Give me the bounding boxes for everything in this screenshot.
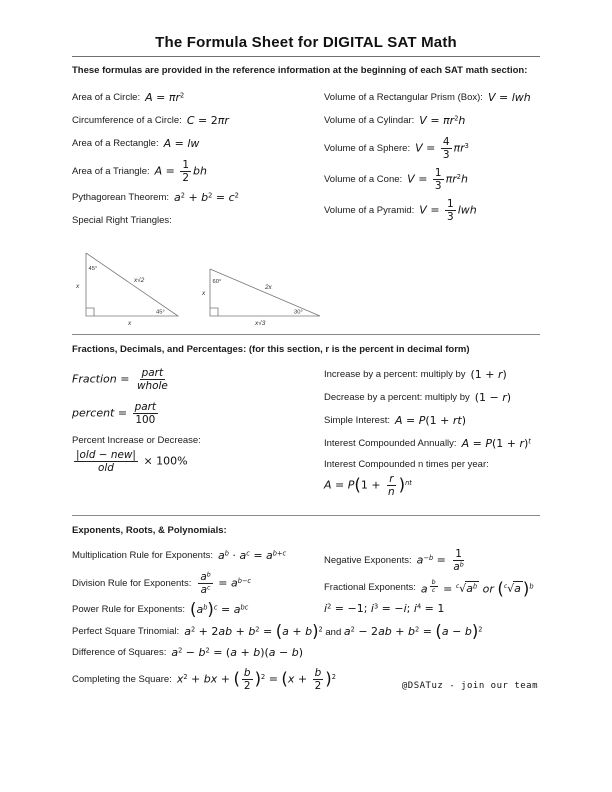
formula-label: Volume of a Rectangular Prism (Box): (324, 91, 483, 103)
formula-item-prism-volume (324, 90, 540, 104)
section-header-exponents: Exponents, Roots, & Polynomials: (72, 525, 227, 537)
formula-item-power-rule (72, 599, 324, 619)
formula-item-percent-change (72, 435, 324, 474)
formula-item-simple-interest (324, 413, 540, 427)
formula-item-cylinder-volume (324, 113, 540, 127)
formula-label: Negative Exponents: (324, 555, 412, 567)
formula-expression: (1 − r) (474, 390, 512, 404)
right-angle-mark (210, 308, 218, 316)
formula-expression: C = 2πr (186, 113, 229, 127)
formula-item-circle-area (72, 90, 324, 104)
triangle-outline (86, 253, 178, 316)
formula-label: Interest Compounded n times per year: (324, 459, 489, 471)
special-right-triangles-label (72, 213, 324, 227)
formula-label: Area of a Rectangle: (72, 137, 159, 149)
formula-item-difference-of-squares (72, 646, 540, 659)
formula-label: Area of a Triangle: (72, 166, 150, 178)
formula-item-imaginary-powers (324, 601, 540, 615)
exponents-right-column (324, 548, 540, 625)
triangle-30-60-90 (198, 262, 328, 326)
formula-expression: $x^2$ + bx + ( $\frac{b}{2}$ )$^2$ = (x + $\frac{b}{2}$ )$^2$ (176, 667, 336, 693)
formula-label: Decrease by a percent: multiply by (324, 391, 470, 403)
formula-item-circumference (72, 113, 324, 127)
formula-expression: V = lwh (487, 90, 531, 104)
formula-label: Special Right Triangles: (72, 214, 172, 226)
fractions-section (72, 367, 540, 507)
hypotenuse-label: x√2 (134, 277, 145, 285)
formula-expression: A = P(1 + rt) (395, 413, 467, 427)
side-label: x (202, 290, 206, 298)
title-divider (72, 56, 540, 57)
formula-expression: $a^b \cdot a^c = a^{b+c}$ (218, 548, 287, 562)
formula-item-sphere-volume (324, 136, 540, 161)
hypotenuse-label: 2x (265, 284, 272, 292)
section-divider (72, 515, 540, 516)
formula-label: Increase by a percent: multiply by (324, 368, 466, 380)
formula-item-increase-percent (324, 367, 540, 381)
formula-expression: V = $\frac{4}{3}$ $\pi r^3$ (415, 136, 469, 162)
formula-item-compound-annual (324, 436, 540, 450)
formula-expression: $a^{-b}$ = $\frac{1}{a^b}$ (416, 548, 464, 574)
side-label: x (76, 283, 80, 291)
formula-item-negative-exponents (324, 548, 540, 573)
formula-item-fractional-exponents (324, 579, 540, 599)
formula-label: Difference of Squares: (72, 647, 167, 659)
formula-item-rectangle-area (72, 136, 324, 150)
exponents-left-column (72, 548, 324, 625)
angle-label: 45° (88, 266, 98, 273)
formula-expression: $a^2 + 2ab + b^2 = (a + b)^2$ and $a^2 - 2ab + b^2 = (a - b)^2$ (184, 622, 483, 642)
formula-expression: a $^{\frac{b}{c}}$ = $^c√a^b$ or ($^c$√a )$^b$ (420, 579, 534, 599)
formula-item-fraction (72, 367, 324, 392)
formula-label: Circumference of a Circle: (72, 114, 182, 126)
formula-label: Simple Interest: (324, 414, 390, 426)
formula-label: Interest Compounded Annually: (324, 437, 457, 449)
formula-expression: $i^2 = -1$; $i^3 = -i$; $i^4 = 1$ (324, 601, 445, 615)
formula-label: Power Rule for Exponents: (72, 603, 186, 615)
formula-item-pythagorean (72, 190, 324, 204)
formula-expression: $V = \pi r^2h$ (419, 113, 466, 127)
watermark-handle: @DSATuz - join our team (401, 681, 538, 691)
formula-expression: A = lw (163, 136, 200, 150)
formula-expression: $(a^b)^c = a^{bc}$ (190, 599, 249, 619)
formula-expression: $a^2 + b^2 = c^2$ (174, 190, 239, 204)
formula-expression: $A = P(1 + r)^t$ (461, 436, 531, 450)
formula-label: Percent Increase or Decrease: (72, 435, 201, 447)
formula-item-triangle-area (72, 159, 324, 184)
triangle-45-45-90 (72, 248, 184, 326)
page-title: The Formula Sheet for DIGITAL SAT Math (155, 34, 457, 51)
fractions-right-column (324, 367, 540, 507)
side-label: x (128, 320, 132, 327)
formula-expression: A = $\frac{1}{2}$ bh (154, 159, 208, 185)
formula-label: Area of a Circle: (72, 91, 141, 103)
intro-text: These formulas are provided in the reference information at the beginning of each SAT math section: (72, 65, 528, 76)
reference-section (72, 90, 540, 236)
formula-expression: (1 + r) (470, 367, 507, 381)
formula-expression: V = $\frac{1}{3}$ $\pi r^2h$ (407, 167, 468, 193)
formula-label: Division Rule for Exponents: (72, 578, 192, 590)
formula-label: Volume of a Cone: (324, 174, 403, 186)
formula-item-division-rule (72, 571, 324, 596)
formula-item-compound-n-times (324, 459, 540, 498)
section-header-fractions: Fractions, Decimals, and Percentages: (for this section, r is the percent in decimal form) (72, 344, 470, 356)
formula-label: Volume of a Pyramid: (324, 205, 415, 217)
formula-expression: $a^2 - b^2 = (a + b)(a - b)$ (171, 646, 304, 660)
triangle-outline (210, 269, 320, 316)
formula-label: Fractional Exponents: (324, 581, 416, 593)
formula-item-perfect-square (72, 622, 540, 642)
formula-label: Volume of a Cylindar: (324, 114, 415, 126)
side-label: x√3 (255, 320, 266, 327)
formula-label: Pythagorean Theorem: (72, 191, 169, 203)
formula-label: Perfect Square Trinomial: (72, 626, 180, 638)
formula-label: Completing the Square: (72, 674, 172, 686)
angle-label: 60° (212, 279, 222, 286)
formula-item-decrease-percent (324, 390, 540, 404)
formula-item-multiplication-rule (72, 548, 324, 562)
reference-left-column (72, 90, 324, 236)
formula-label: Multiplication Rule for Exponents: (72, 549, 213, 561)
formula-expression: percent = $\frac{\text{part}}{100}$ (72, 401, 156, 427)
reference-right-column (324, 90, 540, 236)
right-angle-mark (86, 308, 94, 316)
formula-item-percent (72, 401, 324, 426)
angle-label: 30° (294, 309, 303, 316)
fractions-left-column (72, 367, 324, 507)
formula-expression: $\frac{\text{|old − new|}}{\text{old}}$ × 100% (76, 449, 188, 475)
formula-expression: $A = \pi r^2$ (145, 90, 185, 104)
exponents-section (72, 548, 540, 625)
formula-item-cone-volume (324, 167, 540, 192)
section-divider (72, 334, 540, 335)
formula-expression: A = P(1 + $\frac{r}{n}$ )$^{nt}$ (324, 473, 412, 499)
formula-item-pyramid-volume (324, 198, 540, 223)
angle-label: 45° (156, 309, 165, 316)
formula-expression: V = $\frac{1}{3}$ lwh (419, 198, 477, 224)
special-right-triangles-diagrams (72, 248, 540, 326)
formula-expression: $\frac{a^b}{a^c}$ = $a^{b-c}$ (200, 571, 252, 597)
formula-label: Volume of a Sphere: (324, 143, 411, 155)
formula-expression: Fraction = $\frac{\text{part}}{\text{whole}}$ (72, 367, 168, 393)
